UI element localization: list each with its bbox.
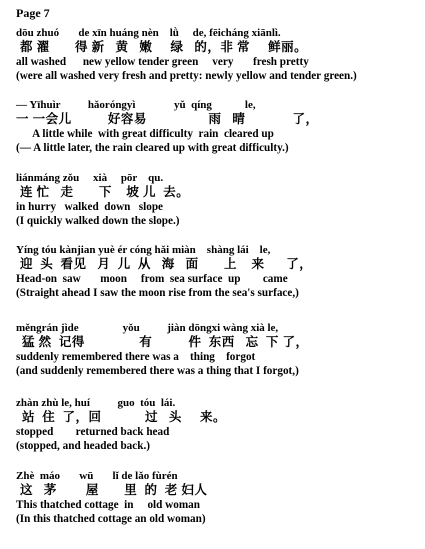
gloss-line: stopped returned back head	[16, 426, 170, 438]
translation-line: (In this thatched cottage an old woman)	[16, 513, 206, 525]
hanzi-line: 连 忙 走 下 坡 儿 去。	[20, 185, 190, 199]
pinyin-line: Yíng tóu kànjian yuè ér cóng hǎi miàn shàng lái le,	[16, 244, 271, 256]
pinyin-line: — Yīhuìr hǎoróngyì yǔ qíng le,	[16, 99, 256, 111]
hanzi-line: 都 濯 得 新 黄 嫩 绿 的，非 常 鲜丽。	[20, 40, 308, 54]
pinyin-line: měngrán jìde yǒu jiàn dōngxi wàng xià le,	[16, 322, 279, 334]
gloss-line: Head-on saw moon from sea surface up came	[16, 273, 288, 285]
pinyin-line: dōu zhuó de xīn huáng nèn lǜ de, fēicháng xiānlì.	[16, 27, 281, 39]
hanzi-line: 这 茅 屋 里 的 老 妇人	[20, 483, 208, 497]
gloss-line: This thatched cottage in old woman	[16, 499, 200, 511]
gloss-line: A little while with great difficulty rain cleared up	[16, 128, 274, 140]
pinyin-line: zhàn zhù le, huí guo tóu lái.	[16, 397, 176, 409]
hanzi-line: 迎 头 看见 月 儿 从 海 面 上 来 了，	[20, 257, 313, 271]
translation-line: (stopped, and headed back.)	[16, 440, 150, 452]
translation-line: (Straight ahead I saw the moon rise from the sea's surface,)	[16, 287, 299, 299]
gloss-line: suddenly remembered there was a thing forgot	[16, 351, 256, 363]
pinyin-line: Zhè máo wū lǐ de lǎo fùrén	[16, 470, 178, 482]
gloss-line: in hurry walked down slope	[16, 201, 164, 213]
translation-line: (were all washed very fresh and pretty: newly yellow and tender green.)	[16, 70, 357, 82]
hanzi-line: 猛 然 记得 有 件 东西 忘 下 了，	[22, 335, 309, 349]
translation-line: (— A little later, the rain cleared up with great difficulty.)	[16, 142, 289, 154]
page-number: Page 7	[16, 6, 50, 20]
translation-line: (and suddenly remembered there was a thing that I forgot,)	[16, 365, 299, 377]
translation-line: (I quickly walked down the slope.)	[16, 215, 180, 227]
pinyin-line: liánmáng zǒu xià pōr qu.	[16, 172, 164, 184]
hanzi-line: 一 一会儿 好容易 雨 晴 了，	[16, 112, 319, 126]
gloss-line: all washed new yellow tender green very fresh pretty	[16, 56, 309, 68]
hanzi-line: 站 住 了，回 过 头 来。	[22, 410, 227, 424]
